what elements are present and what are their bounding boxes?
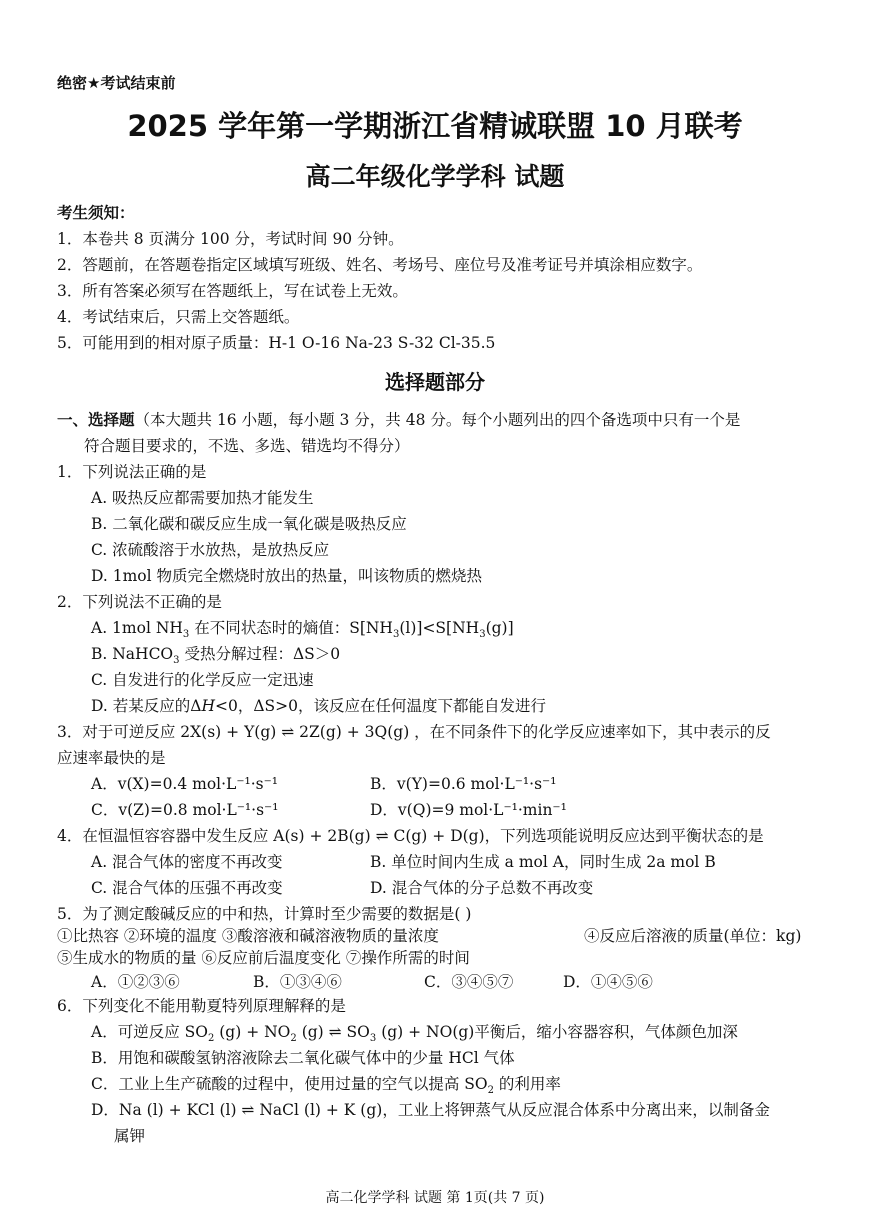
q6-option-d-cont: 属钾 (114, 1127, 146, 1145)
q1-option-b: B. 二氧化碳和碳反应生成一氧化碳是吸热反应 (91, 515, 407, 533)
q5-option-d: D．①④⑤⑥ (563, 973, 653, 991)
q5-data-list: ①比热容 ②环境的温度 ③酸溶液和碱溶液物质的量浓度 (57, 927, 439, 945)
notice-item: 1．本卷共 8 页满分 100 分，考试时间 90 分钟。 (57, 230, 404, 248)
page-footer: 高二化学学科 试题 第 1页(共 7 页) (325, 1190, 545, 1206)
q6-option-c: C．工业上生产硫酸的过程中，使用过量的空气以提高 $SO_2$ 的利用率 (91, 1075, 561, 1097)
q5-stem: 5．为了测定酸碱反应的中和热，计算时至少需要的数据是( ) (57, 905, 472, 923)
q6-option-d: D．Na (l) + KCl (l) ⇌ NaCl (l) + K (g)，工业上将钾蒸气从反应混合体系中分离出来，以制备金 (91, 1101, 770, 1119)
q4-option-d: D. 混合气体的分子总数不再改变 (370, 879, 594, 897)
q3-option-d: D．v(Q)=9 mol·L⁻¹·min⁻¹ (370, 801, 567, 819)
secret-label: 绝密★考试结束前 (57, 74, 176, 92)
q5-data-list: ⑤生成水的物质的量 ⑥反应前后温度变化 ⑦操作所需的时间 (57, 949, 470, 967)
q2-option-d: D. 若某反应的ΔH<0，ΔS>0，该反应在任何温度下都能自发进行 (91, 697, 546, 715)
q6-option-b: B．用饱和碳酸氢钠溶液除去二氧化碳气体中的少量 HCl 气体 (91, 1049, 515, 1067)
q5-option-a: A．①②③⑥ (91, 973, 180, 991)
q1-option-d: D. 1mol 物质完全燃烧时放出的热量，叫该物质的燃烧热 (91, 567, 483, 585)
notice-heading: 考生须知： (57, 204, 135, 222)
q3-option-a: A．v(X)=0.4 mol·L⁻¹·s⁻¹ (91, 775, 279, 793)
notice-item: 2．答题前，在答题卷指定区域填写班级、姓名、考场号、座位号及准考证号并填涂相应数字。 (57, 256, 703, 274)
q2-option-b: B. NaHCO$_3$ 受热分解过程：ΔS＞0 (91, 645, 341, 667)
part1-desc: 一、选择题（本大题共 16 小题，每小题 3 分，共 48 分。每个小题列出的四个备选项中只有一个是 (57, 411, 741, 429)
q3-option-b: B．v(Y)=0.6 mol·L⁻¹·s⁻¹ (370, 775, 557, 793)
q4-option-a: A. 混合气体的密度不再改变 (91, 853, 283, 871)
q4-option-b: B. 单位时间内生成 a mol A，同时生成 2a mol B (370, 853, 716, 871)
q4-option-c: C. 混合气体的压强不再改变 (91, 879, 283, 897)
q3-stem-cont: 应速率最快的是 (57, 749, 166, 767)
exam-subtitle: 高二年级化学学科 试题 (305, 162, 565, 191)
part1-desc-cont: 符合题目要求的，不选、多选、错选均不得分） (84, 437, 410, 455)
q6-stem: 6．下列变化不能用勒夏特列原理解释的是 (57, 997, 346, 1015)
q1-stem: 1．下列说法正确的是 (57, 463, 207, 481)
part1-label: 一、选择题 (57, 411, 135, 429)
section-title: 选择题部分 (385, 370, 485, 394)
q6-option-a: A．可逆反应 $SO_2$ $(g) + NO_2$ (g) ⇌ $SO_3$ (g) + NO(g)平衡后，缩小容器容积，气体颜色加深 (91, 1023, 738, 1045)
q5-data-list-item: ④反应后溶液的质量(单位：kg) (584, 927, 802, 945)
q3-stem: 3．对于可逆反应 2X(s) + Y(g) ⇌ 2Z(g) + 3Q(g) ，在不同条件下的化学反应速率如下，其中表示的反 (57, 723, 771, 741)
q5-option-c: C．③④⑤⑦ (424, 973, 514, 991)
notice-item: 5．可能用到的相对原子质量：H-1 O-16 Na-23 S-32 Cl-35.5 (57, 334, 496, 352)
exam-title: 2025 学年第一学期浙江省精诚联盟 10 月联考 (127, 109, 743, 143)
notice-item: 3．所有答案必须写在答题纸上，写在试卷上无效。 (57, 282, 408, 300)
q1-option-c: C. 浓硫酸溶于水放热，是放热反应 (91, 541, 330, 559)
notice-item: 4．考试结束后，只需上交答题纸。 (57, 308, 300, 326)
q4-stem: 4．在恒温恒容容器中发生反应 A(s) + 2B(g) ⇌ C(g) + D(g)，下列选项能说明反应达到平衡状态的是 (57, 827, 764, 845)
q2-stem: 2．下列说法不正确的是 (57, 593, 222, 611)
q3-option-c: C．v(Z)=0.8 mol·L⁻¹·s⁻¹ (91, 801, 279, 819)
q5-option-b: B．①③④⑥ (253, 973, 342, 991)
q2-option-c: C. 自发进行的化学反应一定迅速 (91, 671, 314, 689)
q1-option-a: A. 吸热反应都需要加热才能发生 (91, 489, 314, 507)
q2-option-a: A. 1mol $NH_3$ 在不同状态时的熵值：$S[NH_3(l)]<S[NH_3(g)]$ (91, 619, 514, 641)
